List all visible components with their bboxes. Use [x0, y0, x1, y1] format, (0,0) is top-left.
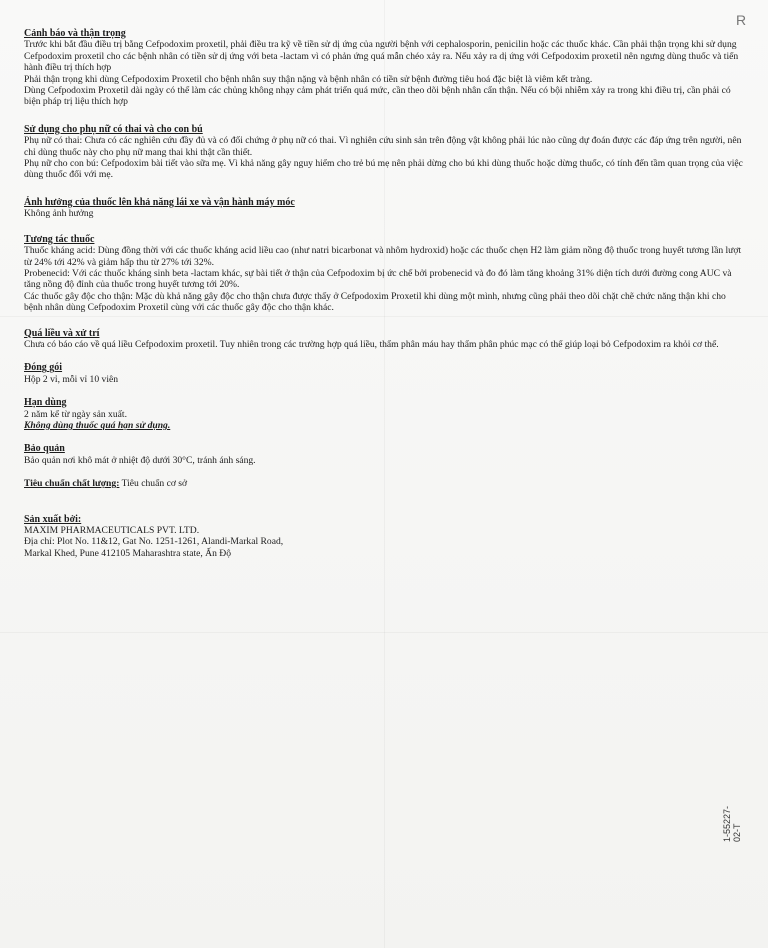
expiry-section	[24, 397, 744, 431]
standard-label: Tiêu chuẩn chất lượng:	[24, 478, 120, 490]
paragraph: Phụ nữ cho con bú: Cefpodoxim bài tiết vào sữa mẹ. Vì khả năng gây nguy hiểm cho trẻ bú mẹ nên phải dừng cho bú khi dùng thuốc hoặc dừng thuốc, có tính đến tầm quan trọng của việc dùng thuốc đối với mẹ.	[24, 158, 743, 181]
storage-section	[24, 443, 744, 466]
standard-section	[24, 478, 744, 489]
paragraph: Thuốc kháng acid: Dùng đồng thời với các thuốc kháng acid liều cao (như natri bicarbonat và nhôm hydroxid) hoặc các thuốc chẹn H2 làm giảm nồng độ thuốc trong huyết tương lần lượt từ 24% tới 42% và giảm hấp thu từ 27% tới 32%.	[24, 245, 742, 268]
paragraph	[24, 478, 744, 489]
section-heading: Ảnh hưởng của thuốc lên khả năng lái xe và vận hành máy móc	[24, 196, 295, 208]
paragraph: Không ảnh hưởng	[24, 208, 94, 220]
section-heading: Bảo quản	[24, 443, 65, 455]
manufacturer-address: Markal Khed, Pune 412105 Maharashtra state, Ấn Độ	[24, 547, 232, 559]
paragraph: Phụ nữ có thai: Chưa có các nghiên cứu đầy đủ và có đối chứng ở phụ nữ có thai. Vì nghiên cứu sinh sản trên động vật không phải lúc nào cũng dự đoán được các đáp ứng trên người, nên chỉ dùng thuốc này cho phụ nữ mang thai khi thật cần thiết.	[24, 135, 742, 158]
manufacturer-section	[24, 514, 744, 560]
section-heading: Cảnh báo và thận trọng	[24, 28, 126, 39]
standard-value: Tiêu chuẩn cơ sở	[119, 478, 188, 490]
section-heading: Quá liều và xử trí	[24, 327, 100, 339]
pregnancy-section	[24, 124, 744, 181]
paragraph: Các thuốc gây độc cho thận: Mặc dù khả năng gây độc cho thận chưa được thấy ở Cefpodoxim Proxetil khi dùng một mình, nhưng cũng phải theo dõi chặt chẽ chức năng thận khi cho bệnh nhân dùng Cefpodoxim Proxetil cùng với các thuốc gây độc cho thận khác.	[24, 290, 726, 314]
paragraph: Chưa có báo cáo về quá liều Cefpodoxim proxetil. Tuy nhiên trong các trường hợp quá liều, thẩm phân máu hay thẩm phân phúc mạc có thể giúp loại bỏ Cefpodoxim ra khỏi cơ thể.	[24, 338, 719, 350]
corner-mark: R	[736, 12, 747, 28]
section-heading: Sử dụng cho phụ nữ có thai và cho con bú	[24, 123, 203, 135]
manufacturer-name: MAXIM PHARMACEUTICALS PVT. LTD.	[24, 525, 200, 536]
section-heading: Đóng gói	[24, 362, 63, 374]
manufacturer-address: Địa chỉ: Plot No. 11&12, Gat No. 1251-1261, Alandi-Markal Road,	[24, 536, 284, 548]
section-heading: Sản xuất bởi:	[24, 513, 82, 525]
paragraph: Bảo quản nơi khô mát ở nhiệt độ dưới 30°C, tránh ánh sáng.	[24, 454, 256, 466]
paragraph: Hộp 2 vỉ, mỗi vỉ 10 viên	[24, 373, 119, 385]
interactions-section	[24, 234, 744, 314]
driving-section	[24, 197, 744, 220]
packaging-section	[24, 362, 744, 385]
expiry-warning: Không dùng thuốc quá hạn sử dụng.	[24, 419, 171, 431]
paragraph: Phải thận trọng khi dùng Cefpodoxim Proxetil cho bệnh nhân suy thận nặng và bệnh nhân có tiền sử bệnh đường tiêu hoá đặc biệt là viêm kết tràng.	[24, 73, 593, 85]
warnings-section	[24, 28, 744, 108]
leaflet-content	[24, 28, 744, 568]
paragraph: Trước khi bắt đầu điều trị bằng Cefpodoxim proxetil, phải điều tra kỹ về tiền sử dị ứng của người bệnh với cephalosporin, penicilin hoặc các thuốc khác. Cần phải thận trọng khi sử dụng Cefpodoxim proxetil cho các bệnh nhân có tiền sử dị ứng với beta -lactam vì có phản ứng quá mẫn chéo xảy ra. Nếu xảy ra dị ứng với Cefpodoxim proxetil nên ngưng dùng thuốc và tiến hành điều trị thích hợp	[24, 39, 739, 74]
side-code: 1-55227-02-T	[722, 805, 742, 842]
overdose-section	[24, 328, 744, 351]
section-heading: Hạn dùng	[24, 397, 67, 409]
section-heading: Tương tác thuốc	[24, 233, 95, 245]
paragraph: Probenecid: Với các thuốc kháng sinh beta -lactam khác, sự bài tiết ở thận của Cefpodoxim bị ức chế bởi probenecid và đo đó làm tăng khoảng 31% diện tích dưới đường cong AUC và tăng nồng độ đỉnh của thuốc trong huyết tương tới 20%.	[24, 267, 732, 291]
paragraph: 2 năm kể từ ngày sản xuất.	[24, 408, 127, 420]
paragraph: Dùng Cefpodoxim Proxetil dài ngày có thể làm các chủng không nhạy cảm phát triển quá mức, cần theo dõi bệnh nhân cẩn thận. Nếu có bội nhiễm xảy ra trong khi điều trị, cần phải có biện pháp trị liệu thích hợp	[24, 85, 731, 108]
